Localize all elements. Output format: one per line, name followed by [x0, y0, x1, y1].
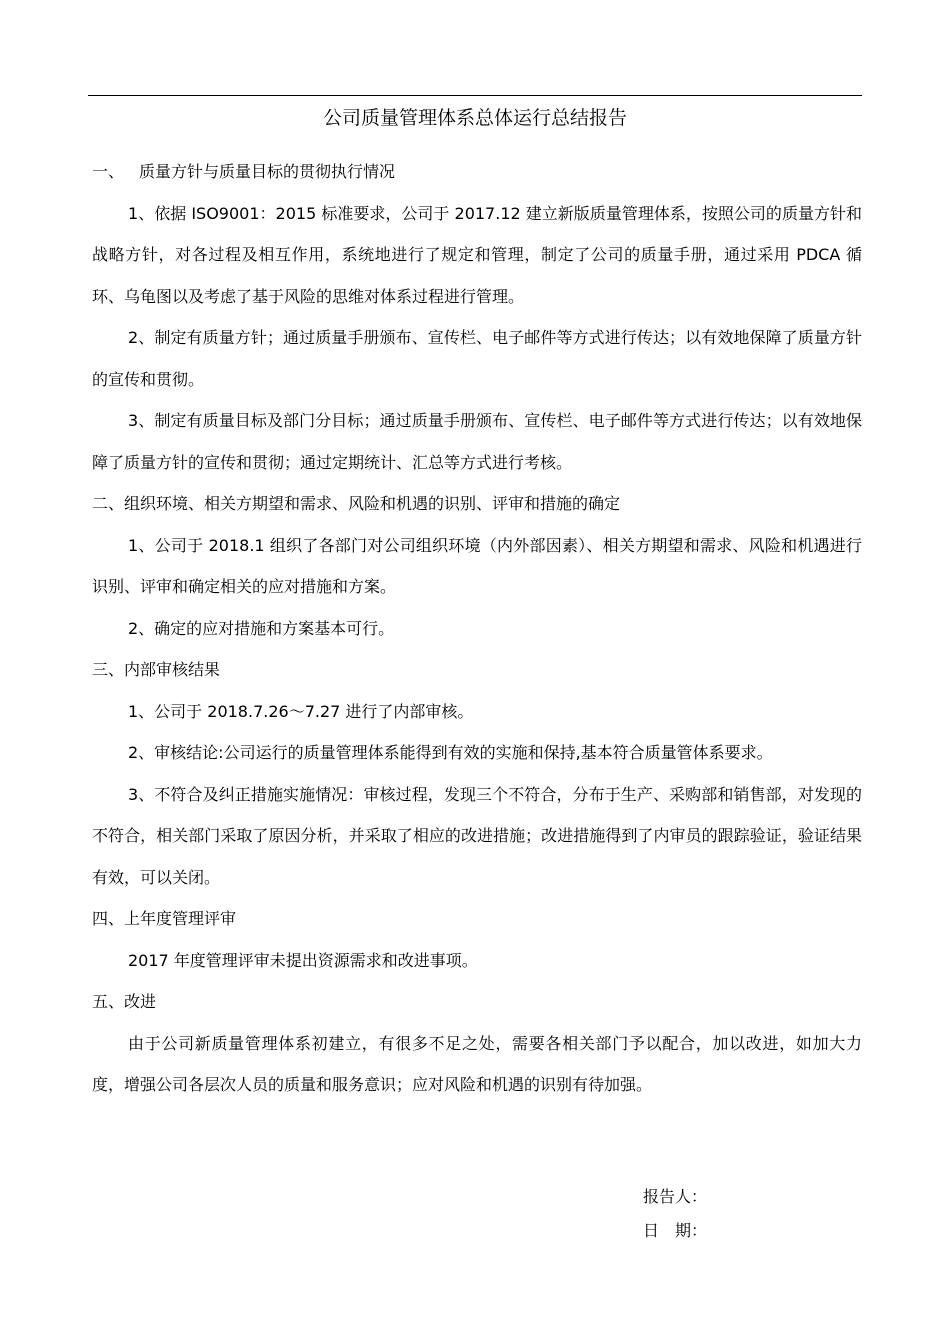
section-heading-2: 二、组织环境、相关方期望和需求、风险和机遇的识别、评审和措施的确定 — [92, 494, 621, 513]
signature-block — [643, 1180, 707, 1248]
header-rule — [88, 95, 862, 96]
section-heading-text-1: 质量方针与质量目标的贯彻执行情况 — [139, 162, 396, 181]
paragraph-1-3: 3、制定有质量目标及部门分目标；通过质量手册颁布、宣传栏、电子邮件等方式进行传达；以有效地保障了质量方针的宣传和贯彻；通过定期统计、汇总等方式进行考核。 — [92, 411, 862, 472]
paragraph-2-2: 2、确定的应对措施和方案基本可行。 — [128, 618, 395, 638]
paragraph-3-3: 3、不符合及纠正措施实施情况：审核过程，发现三个不符合，分布于生产、采购部和销售部，对发现的不符合，相关部门采取了原因分析，并采取了相应的改进措施；改进措施得到了内审员的跟踪验证，验证结果有效，可以关闭。 — [92, 784, 862, 887]
section-heading-1 — [92, 151, 862, 193]
paragraph-3-2: 2、审核结论:公司运行的质量管理体系能得到有效的实施和保持,基本符合质量管体系要求。 — [128, 743, 773, 762]
paragraph-4-1: 2017 年度管理评审未提出资源需求和改进事项。 — [128, 950, 478, 970]
section-heading-4: 四、上年度管理评审 — [92, 909, 237, 928]
section-number-1: 一、 — [92, 162, 125, 181]
paragraph-1-2: 2、制定有质量方针；通过质量手册颁布、宣传栏、电子邮件等方式进行传达；以有效地保障了质量方针的宣传和贯彻。 — [92, 328, 862, 389]
section-heading-5: 五、改进 — [92, 992, 157, 1011]
paragraph-5-1: 由于公司新质量管理体系初建立，有很多不足之处，需要各相关部门予以配合，加以改进，如加大力度，增强公司各层次人员的质量和服务意识；应对风险和机遇的识别有待加强。 — [92, 1033, 862, 1094]
document-title: 公司质量管理体系总体运行总结报告 — [322, 107, 627, 129]
reporter-label: 报告人： — [643, 1187, 708, 1206]
document-body — [92, 151, 862, 1106]
paragraph-1-1: 1、依据 ISO9001：2015 标准要求，公司于 2017.12 建立新版质量管理体系，按照公司的质量方针和战略方针，对各过程及相互作用，系统地进行了规定和管理，制定了公司的质量手册，通过采用 PDCA 循环、乌龟图以及考虑了基于风险的思维对体系过程进行管理。 — [92, 203, 862, 306]
paragraph-2-1: 1、公司于 2018.1 组织了各部门对公司组织环境（内外部因素）、相关方期望和需求、风险和机遇进行识别、评审和确定相关的应对措施和方案。 — [92, 535, 862, 596]
date-label: 日 期： — [643, 1221, 708, 1240]
paragraph-3-1: 1、公司于 2018.7.26～7.27 进行了内部审核。 — [128, 701, 474, 721]
section-heading-3: 三、内部审核结果 — [92, 660, 221, 679]
